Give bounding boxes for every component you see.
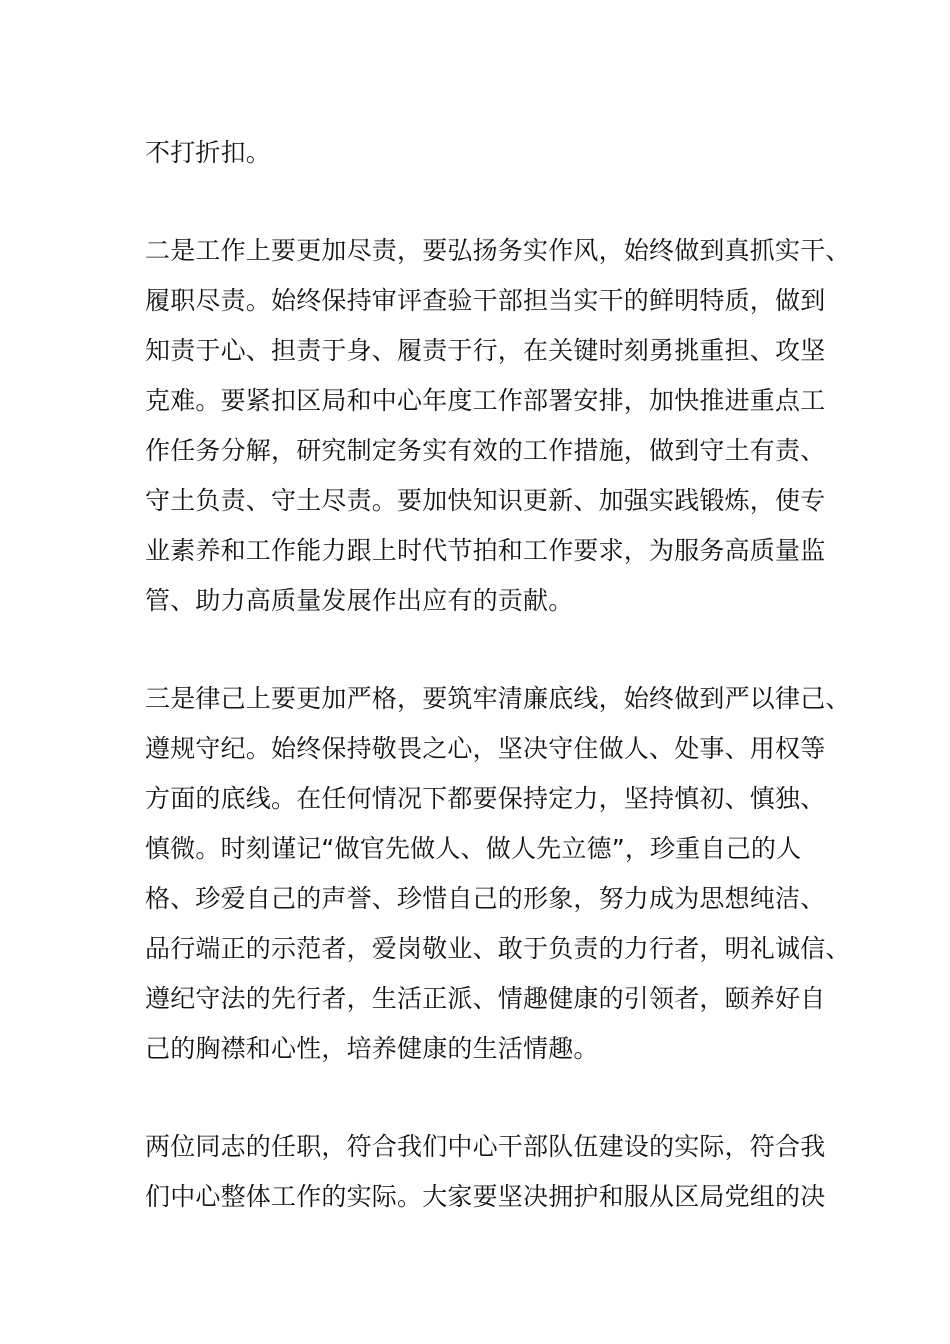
- paragraph-3-line-6: 品行端正的示范者，爱岗敬业、敢于负责的力行者，明礼诚信、: [145, 934, 851, 963]
- paragraph-2-line-4: 克难。要紧扣区局和中心年度工作部署安排，加快推进重点工: [145, 386, 826, 415]
- paragraph-3-line-7: 遵纪守法的先行者，生活正派、情趣健康的引领者，颐养好自: [145, 984, 826, 1013]
- paragraph-2-line-8: 管、助力高质量发展作出应有的贡献。: [145, 586, 574, 615]
- paragraph-2-line-7: 业素养和工作能力跟上时代节拍和工作要求，为服务高质量监: [145, 536, 826, 565]
- paragraph-3-line-3: 方面的底线。在任何情况下都要保持定力，坚持慎初、慎独、: [145, 784, 826, 813]
- paragraph-4-line-2: 们中心整体工作的实际。大家要坚决拥护和服从区局党组的决: [145, 1182, 826, 1211]
- paragraph-2-line-5: 作任务分解，研究制定务实有效的工作措施，做到守土有责、: [145, 436, 826, 465]
- paragraph-2-line-6: 守土负责、守土尽责。要加快知识更新、加强实践锻炼，使专: [145, 486, 826, 515]
- paragraph-3-line-2: 遵规守纪。始终保持敬畏之心，坚决守住做人、处事、用权等: [145, 734, 826, 763]
- paragraph-3-line-8: 己的胸襟和心性，培养健康的生活情趣。: [145, 1034, 599, 1063]
- paragraph-2-line-3: 知责于心、担责于身、履责于行，在关键时刻勇挑重担、攻坚: [145, 336, 826, 365]
- paragraph-2-line-2: 履职尽责。始终保持审评查验干部担当实干的鲜明特质，做到: [145, 286, 826, 315]
- paragraph-3-line-1: 三是律己上要更加严格，要筑牢清廉底线，始终做到严以律己、: [145, 684, 851, 713]
- paragraph-3-line-4: 慎微。时刻谨记“做官先做人、做人先立德”，珍重自己的人: [145, 834, 802, 863]
- paragraph-1-line-1: 不打折扣。: [145, 138, 272, 167]
- paragraph-2-line-1: 二是工作上要更加尽责，要弘扬务实作风，始终做到真抓实干、: [145, 236, 851, 265]
- paragraph-4-line-1: 两位同志的任职，符合我们中心干部队伍建设的实际，符合我: [145, 1132, 826, 1161]
- paragraph-3-line-5: 格、珍爱自己的声誉、珍惜自己的形象，努力成为思想纯洁、: [145, 884, 826, 913]
